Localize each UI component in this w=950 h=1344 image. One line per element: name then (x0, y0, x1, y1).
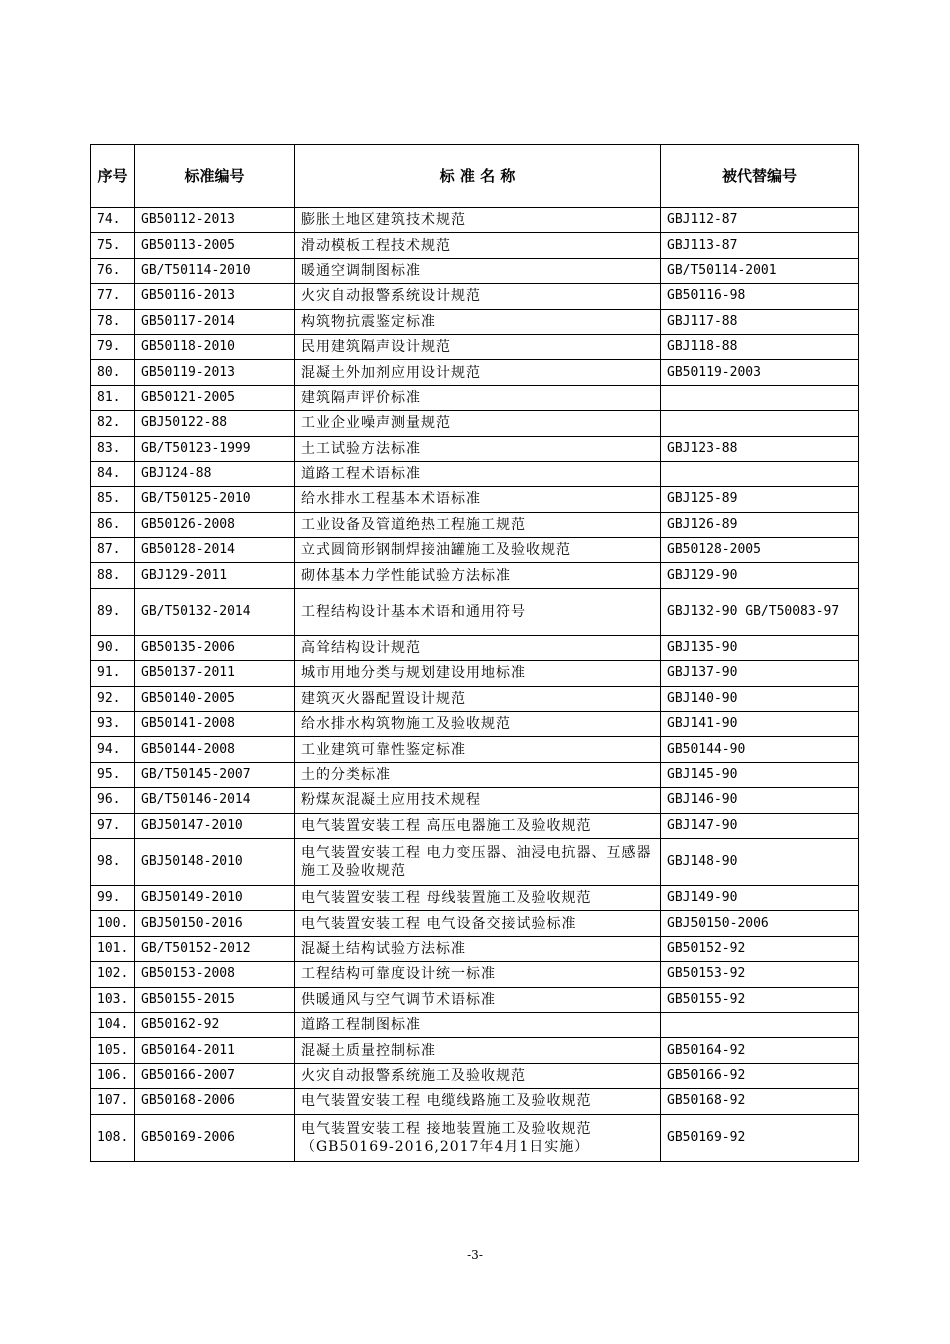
standard-name-cell: 膨胀土地区建筑技术规范 (295, 208, 661, 233)
standard-code-cell: GB50121-2005 (135, 385, 295, 410)
table-row (91, 563, 859, 588)
standard-name-cell: 工业设备及管道绝热工程施工规范 (295, 512, 661, 537)
table-row (91, 838, 859, 885)
standard-code-cell: GB50140-2005 (135, 686, 295, 711)
replaced-code-cell: GBJ129-90 (661, 563, 859, 588)
standard-name-cell: 火灾自动报警系统设计规范 (295, 284, 661, 309)
standard-name-cell: 城市用地分类与规划建设用地标准 (295, 661, 661, 686)
standard-code-cell: GB50113-2005 (135, 233, 295, 258)
row-number-cell: 78. (91, 309, 135, 334)
row-number-cell: 90. (91, 635, 135, 660)
row-number-cell: 108. (91, 1114, 135, 1161)
standard-code-cell: GB/T50132-2014 (135, 588, 295, 635)
replaced-code-cell: GBJ141-90 (661, 712, 859, 737)
standard-name-cell: 工程结构可靠度设计统一标准 (295, 962, 661, 987)
standard-name-cell: 建筑隔声评价标准 (295, 385, 661, 410)
table-row (91, 1012, 859, 1037)
standard-code-cell: GB50135-2006 (135, 635, 295, 660)
header-name: 标 准 名 称 (295, 145, 661, 208)
row-number-cell: 105. (91, 1038, 135, 1063)
table-row (91, 1038, 859, 1063)
replaced-code-cell: GBJ125-89 (661, 487, 859, 512)
replaced-code-cell: GBJ148-90 (661, 838, 859, 885)
standard-code-cell: GB50168-2006 (135, 1089, 295, 1114)
standard-name-cell: 高耸结构设计规范 (295, 635, 661, 660)
standard-name-cell: 工业建筑可靠性鉴定标准 (295, 737, 661, 762)
replaced-code-cell (661, 1012, 859, 1037)
standard-name-cell: 构筑物抗震鉴定标准 (295, 309, 661, 334)
row-number-cell: 79. (91, 334, 135, 359)
standard-name-cell: 混凝土结构试验方法标准 (295, 936, 661, 961)
standard-code-cell: GB50128-2014 (135, 538, 295, 563)
table-row (91, 936, 859, 961)
standard-name-cell: 暖通空调制图标准 (295, 258, 661, 283)
standard-code-cell: GB/T50123-1999 (135, 436, 295, 461)
table-row (91, 962, 859, 987)
table-row (91, 762, 859, 787)
replaced-code-cell: GBJ117-88 (661, 309, 859, 334)
row-number-cell: 106. (91, 1063, 135, 1088)
row-number-cell: 95. (91, 762, 135, 787)
replaced-code-cell: GB50168-92 (661, 1089, 859, 1114)
row-number-cell: 101. (91, 936, 135, 961)
row-number-cell: 89. (91, 588, 135, 635)
row-number-cell: 100. (91, 911, 135, 936)
row-number-cell: 87. (91, 538, 135, 563)
row-number-cell: 77. (91, 284, 135, 309)
table-row (91, 813, 859, 838)
table-row (91, 436, 859, 461)
replaced-code-cell: GB50164-92 (661, 1038, 859, 1063)
table-row (91, 512, 859, 537)
standard-code-cell: GB/T50146-2014 (135, 788, 295, 813)
standard-code-cell: GB50166-2007 (135, 1063, 295, 1088)
table-row (91, 588, 859, 635)
row-number-cell: 84. (91, 461, 135, 486)
standard-name-cell: 电气装置安装工程 接地装置施工及验收规范（GB50169-2016,2017年4月1日实施） (295, 1114, 661, 1161)
table-row (91, 284, 859, 309)
standards-table (90, 144, 859, 1162)
table-row (91, 911, 859, 936)
standard-name-cell: 给水排水工程基本术语标准 (295, 487, 661, 512)
table-row (91, 309, 859, 334)
standard-name-cell: 电气装置安装工程 电力变压器、油浸电抗器、互感器施工及验收规范 (295, 838, 661, 885)
table-row (91, 334, 859, 359)
standard-code-cell: GB50169-2006 (135, 1114, 295, 1161)
replaced-code-cell: GB/T50114-2001 (661, 258, 859, 283)
standard-name-cell: 土的分类标准 (295, 762, 661, 787)
replaced-code-cell: GBJ126-89 (661, 512, 859, 537)
replaced-code-cell: GB50116-98 (661, 284, 859, 309)
row-number-cell: 96. (91, 788, 135, 813)
row-number-cell: 107. (91, 1089, 135, 1114)
standard-code-cell: GB/T50125-2010 (135, 487, 295, 512)
standard-name-cell: 给水排水构筑物施工及验收规范 (295, 712, 661, 737)
replaced-code-cell: GBJ147-90 (661, 813, 859, 838)
replaced-code-cell: GB50119-2003 (661, 360, 859, 385)
header-replaced: 被代替编号 (661, 145, 859, 208)
replaced-code-cell: GBJ118-88 (661, 334, 859, 359)
standard-code-cell: GB50164-2011 (135, 1038, 295, 1063)
page-number: -3- (467, 1248, 483, 1262)
replaced-code-cell: GB50144-90 (661, 737, 859, 762)
table-row (91, 737, 859, 762)
row-number-cell: 97. (91, 813, 135, 838)
table-row (91, 360, 859, 385)
standard-code-cell: GB/T50114-2010 (135, 258, 295, 283)
table-row (91, 538, 859, 563)
standard-code-cell: GBJ50148-2010 (135, 838, 295, 885)
table-row (91, 1089, 859, 1114)
standard-code-cell: GB50162-92 (135, 1012, 295, 1037)
row-number-cell: 80. (91, 360, 135, 385)
standard-code-cell: GB50126-2008 (135, 512, 295, 537)
row-number-cell: 85. (91, 487, 135, 512)
table-row (91, 885, 859, 910)
table-row (91, 208, 859, 233)
row-number-cell: 104. (91, 1012, 135, 1037)
standard-name-cell: 粉煤灰混凝土应用技术规程 (295, 788, 661, 813)
standard-name-cell: 民用建筑隔声设计规范 (295, 334, 661, 359)
table-row (91, 487, 859, 512)
replaced-code-cell: GB50152-92 (661, 936, 859, 961)
standard-name-cell: 混凝土质量控制标准 (295, 1038, 661, 1063)
standard-code-cell: GB50141-2008 (135, 712, 295, 737)
row-number-cell: 75. (91, 233, 135, 258)
standard-code-cell: GB50144-2008 (135, 737, 295, 762)
row-number-cell: 83. (91, 436, 135, 461)
standard-code-cell: GB50116-2013 (135, 284, 295, 309)
standard-name-cell: 滑动模板工程技术规范 (295, 233, 661, 258)
row-number-cell: 98. (91, 838, 135, 885)
standard-name-cell: 混凝土外加剂应用设计规范 (295, 360, 661, 385)
standard-name-cell: 工业企业噪声测量规范 (295, 411, 661, 436)
replaced-code-cell: GBJ145-90 (661, 762, 859, 787)
table-row (91, 411, 859, 436)
row-number-cell: 94. (91, 737, 135, 762)
table-row (91, 661, 859, 686)
standard-code-cell: GB50153-2008 (135, 962, 295, 987)
standard-name-cell: 电气装置安装工程 母线装置施工及验收规范 (295, 885, 661, 910)
row-number-cell: 81. (91, 385, 135, 410)
row-number-cell: 93. (91, 712, 135, 737)
replaced-code-cell: GBJ146-90 (661, 788, 859, 813)
standard-name-cell: 立式圆筒形钢制焊接油罐施工及验收规范 (295, 538, 661, 563)
replaced-code-cell: GBJ140-90 (661, 686, 859, 711)
replaced-code-cell: GBJ113-87 (661, 233, 859, 258)
row-number-cell: 103. (91, 987, 135, 1012)
standard-code-cell: GB/T50145-2007 (135, 762, 295, 787)
standard-name-cell: 建筑灭火器配置设计规范 (295, 686, 661, 711)
row-number-cell: 76. (91, 258, 135, 283)
standard-code-cell: GBJ50147-2010 (135, 813, 295, 838)
replaced-code-cell: GB50169-92 (661, 1114, 859, 1161)
row-number-cell: 74. (91, 208, 135, 233)
replaced-code-cell: GBJ50150-2006 (661, 911, 859, 936)
table-row (91, 233, 859, 258)
standard-code-cell: GB/T50152-2012 (135, 936, 295, 961)
table-row (91, 712, 859, 737)
header-code: 标准编号 (135, 145, 295, 208)
standard-name-cell: 供暖通风与空气调节术语标准 (295, 987, 661, 1012)
table-row (91, 635, 859, 660)
table-row (91, 1063, 859, 1088)
standard-code-cell: GB50112-2013 (135, 208, 295, 233)
table-row (91, 1114, 859, 1161)
standard-code-cell: GB50117-2014 (135, 309, 295, 334)
replaced-code-cell: GB50153-92 (661, 962, 859, 987)
replaced-code-cell: GBJ137-90 (661, 661, 859, 686)
standard-name-cell: 道路工程制图标准 (295, 1012, 661, 1037)
table-header-row (91, 145, 859, 208)
standard-name-cell: 电气装置安装工程 高压电器施工及验收规范 (295, 813, 661, 838)
replaced-code-cell: GBJ135-90 (661, 635, 859, 660)
standard-code-cell: GBJ124-88 (135, 461, 295, 486)
replaced-code-cell (661, 461, 859, 486)
standard-code-cell: GBJ129-2011 (135, 563, 295, 588)
table-row (91, 987, 859, 1012)
header-seq: 序号 (91, 145, 135, 208)
table-row (91, 686, 859, 711)
table-row (91, 461, 859, 486)
replaced-code-cell: GBJ132-90 GB/T50083-97 (661, 588, 859, 635)
standard-code-cell: GBJ50122-88 (135, 411, 295, 436)
standard-code-cell: GB50118-2010 (135, 334, 295, 359)
standard-name-cell: 砌体基本力学性能试验方法标准 (295, 563, 661, 588)
standard-name-cell: 工程结构设计基本术语和通用符号 (295, 588, 661, 635)
standard-code-cell: GBJ50150-2016 (135, 911, 295, 936)
row-number-cell: 99. (91, 885, 135, 910)
table-body (91, 208, 859, 1162)
row-number-cell: 82. (91, 411, 135, 436)
replaced-code-cell: GBJ149-90 (661, 885, 859, 910)
standard-name-cell: 道路工程术语标准 (295, 461, 661, 486)
replaced-code-cell: GB50155-92 (661, 987, 859, 1012)
row-number-cell: 102. (91, 962, 135, 987)
standard-code-cell: GB50155-2015 (135, 987, 295, 1012)
standard-name-cell: 土工试验方法标准 (295, 436, 661, 461)
replaced-code-cell: GBJ123-88 (661, 436, 859, 461)
row-number-cell: 91. (91, 661, 135, 686)
standard-code-cell: GB50119-2013 (135, 360, 295, 385)
replaced-code-cell (661, 411, 859, 436)
table-row (91, 788, 859, 813)
table-row (91, 258, 859, 283)
standard-name-cell: 电气装置安装工程 电缆线路施工及验收规范 (295, 1089, 661, 1114)
row-number-cell: 92. (91, 686, 135, 711)
replaced-code-cell: GB50128-2005 (661, 538, 859, 563)
row-number-cell: 88. (91, 563, 135, 588)
replaced-code-cell (661, 385, 859, 410)
replaced-code-cell: GBJ112-87 (661, 208, 859, 233)
standard-code-cell: GB50137-2011 (135, 661, 295, 686)
standard-name-cell: 火灾自动报警系统施工及验收规范 (295, 1063, 661, 1088)
replaced-code-cell: GB50166-92 (661, 1063, 859, 1088)
row-number-cell: 86. (91, 512, 135, 537)
standard-name-cell: 电气装置安装工程 电气设备交接试验标准 (295, 911, 661, 936)
table-row (91, 385, 859, 410)
standard-code-cell: GBJ50149-2010 (135, 885, 295, 910)
